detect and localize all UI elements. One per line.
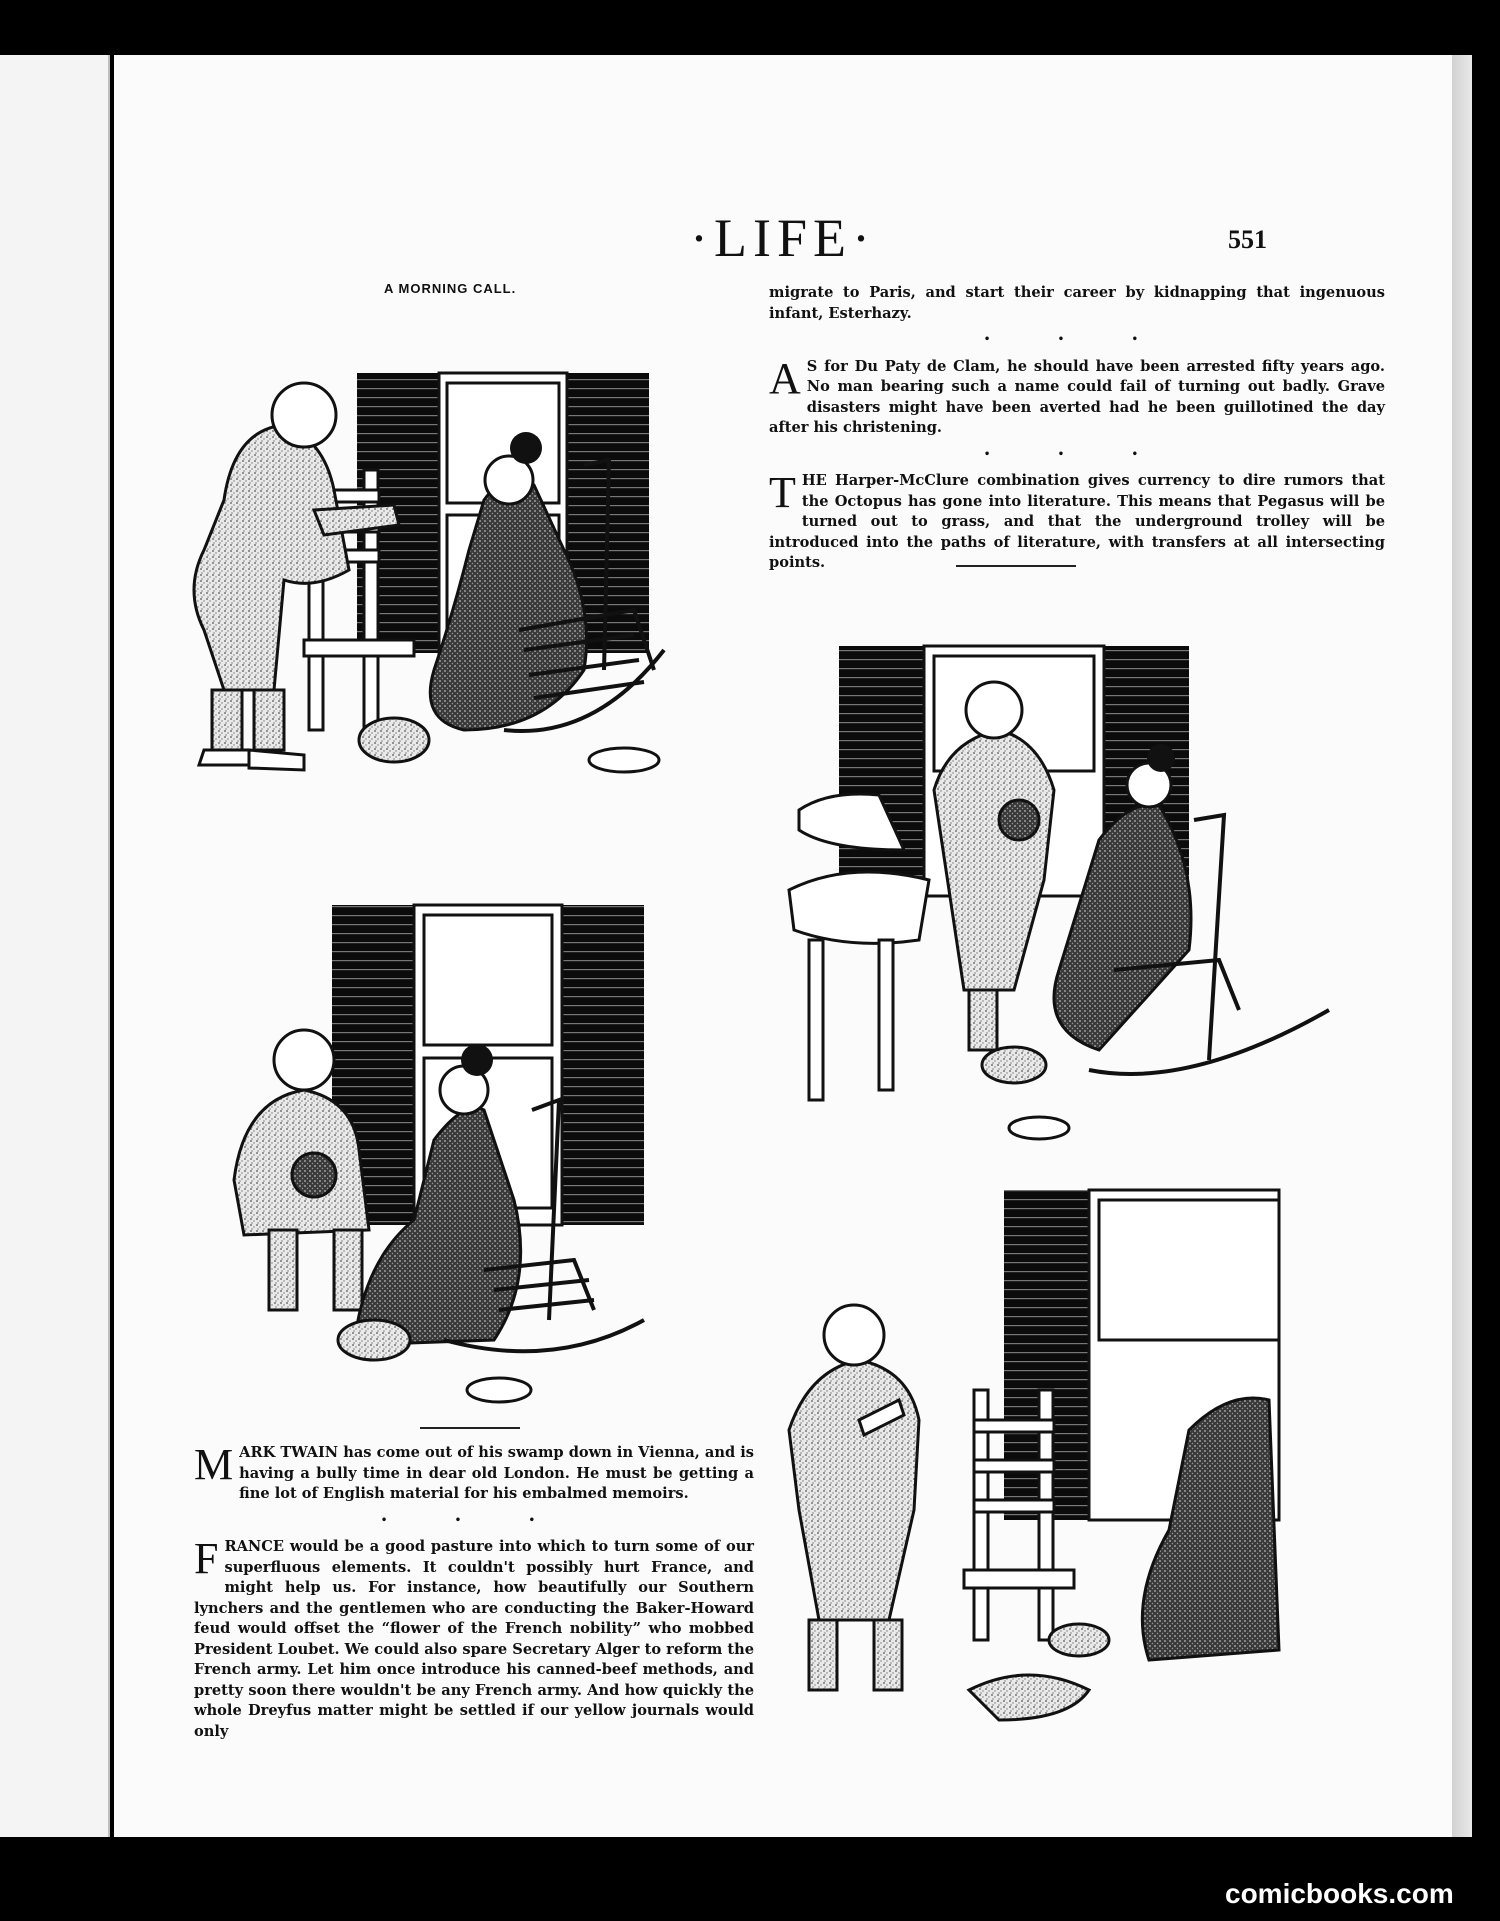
paragraph-du-paty: A S for Du Paty de Clam, he should have been arrested fifty years ago. No man bearing such a name could fail of turning out badly. Grave disasters might have been averted had he been guillotined the day after his christening. — [769, 353, 1385, 436]
cartoon-panel-4 — [769, 1130, 1379, 1730]
paragraph-france: FRANCE would be a good pasture into which to turn some of our superfluous elements. It couldn't possibly hurt France, and might help us. For instance, how beautifully our Southern lynchers and the gentlemen who are conducting the Baker-Howard feud would offset the “flower of the French nobility” who mobbed President Loubet. We could also spare Secretary Alger to reform the French army. Let him once introduce his canned-beef methods, and pretty soon there wouldn't be any French army. And how quickly the whole Dreyfus matter might be settled if our yellow journals would only — [194, 1534, 754, 1740]
paragraph-mark-twain: MARK TWAIN has come out of his swamp down in Vienna, and is having a bully time in dear old London. He must be getting a fine lot of English material for his embalmed memoirs. — [194, 1440, 754, 1502]
separator-stars: • • • — [983, 334, 1171, 345]
paragraph-harper-mcclure: THE Harper-McClure combination gives currency to dire rumors that the Octopus has gone into literature. This means that Pegasus will be turned out to grass, and that the underground trolley will be introduced into the paths of literature, with transfers at all intersecting points. — [769, 468, 1385, 571]
column-divider-rule — [420, 1427, 520, 1429]
facing-page-edge — [0, 55, 110, 1837]
cartoon-panel-1 — [164, 310, 684, 870]
left-text-column — [194, 1440, 754, 1750]
continuation-text: migrate to Paris, and start their career by kidnapping that ingenuous infant, Esterhazy. — [769, 284, 1385, 322]
drop-cap: A — [769, 353, 801, 403]
page-stack-edge — [1450, 55, 1472, 1837]
cartoon-panel-2 — [214, 900, 714, 1420]
cartoon-panel-3 — [769, 590, 1369, 1150]
site-watermark: comicbooks.com — [1225, 1878, 1454, 1909]
drop-cap: T — [769, 468, 796, 517]
page-number: 551 — [1228, 225, 1267, 254]
separator-stars: • • • — [983, 448, 1171, 460]
magazine-title: ·LIFE· — [690, 208, 876, 268]
magazine-page — [114, 55, 1452, 1837]
cartoon-caption: A MORNING CALL. — [384, 281, 517, 296]
drop-cap: M — [194, 1440, 234, 1489]
right-text-column — [769, 283, 1385, 582]
drop-cap: F — [194, 1534, 219, 1583]
column-divider-rule — [956, 565, 1076, 567]
separator-stars: • • • — [380, 1514, 568, 1526]
